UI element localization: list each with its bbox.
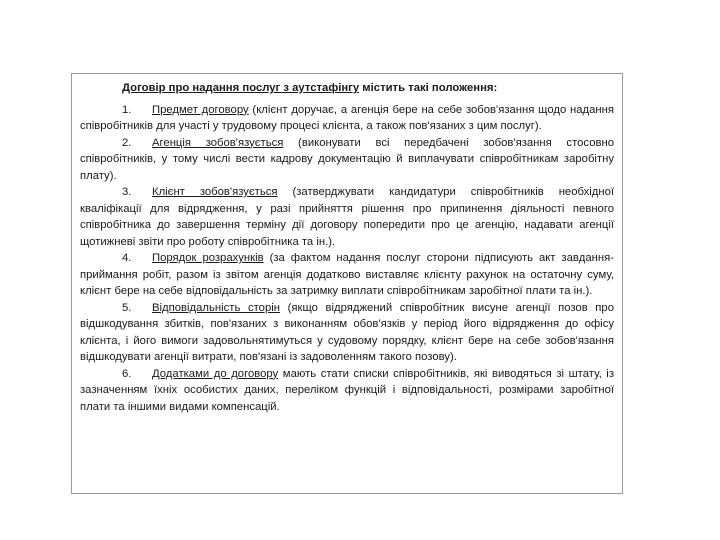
clause-text: (виконувати всі передбачені зобов'язання стосовно співробітників, у тому числі вести кадрову документацію й виплачувати співробітникам заробітну плату). <box>80 136 614 182</box>
clause-1 <box>80 102 614 135</box>
clause-4 <box>80 250 614 300</box>
clause-term: Додатками до договору <box>152 367 279 380</box>
heading-rest: містить такі положення: <box>359 82 498 94</box>
clause-number: 6. <box>122 367 132 380</box>
clause-6 <box>80 366 614 416</box>
clause-term: Клієнт зобов'язується <box>152 186 278 198</box>
document-frame <box>71 73 623 494</box>
clause-text: (за фактом надання послуг сторони підписують акт завдання-приймання робіт, разом із звітом агенція додатково виставляє клієнту рахунок на остаточну суму, клієнт бере на себе відповідальність за затримку виплати співробітникам заробітної плати та ін.). <box>80 252 614 297</box>
clause-number: 3. <box>122 186 132 198</box>
clause-text: (затверджувати кандидатури співробітників необхідної кваліфікації для відрядження, у разі прийняття рішення про припинення діяльності певного співробітника до завершення терміну дії договору попередити про це агенцію, надавати агенції щотижневі звіти про роботу співробітника та ін.). <box>80 186 615 248</box>
document-body <box>80 80 614 415</box>
clause-text: мають стати списки співробітників, які виводяться зі штату, із зазначенням їхніх особистих даних, переліком функцій і відповідальності, розмірами заробітної плати та іншими видами компенсацій. <box>80 367 615 413</box>
clause-number: 1. <box>122 103 132 116</box>
clause-term: Порядок розрахунків <box>152 252 264 264</box>
heading-underlined: Договір про надання послуг з аутстафінгу <box>122 82 360 94</box>
clause-term: Предмет договору <box>152 103 249 116</box>
clause-3 <box>80 184 614 250</box>
clause-number: 5. <box>122 301 132 314</box>
clause-text: (клієнт доручає, а агенція бере на себе зобов'язання щодо надання співробітників для участі у трудовому процесі клієнта, а також пов'язаних з цим послуг). <box>80 103 614 132</box>
document-heading <box>122 80 614 97</box>
clause-2 <box>80 135 614 185</box>
clause-term: Відповідальність сторін <box>152 301 280 314</box>
clause-number: 2. <box>122 136 132 149</box>
clause-number: 4. <box>122 252 132 264</box>
clause-term: Агенція зобов'язується <box>152 136 284 149</box>
clause-5 <box>80 300 614 366</box>
clause-text: (якщо відряджений співробітник висуне агенції позов про відшкодування збитків, пов'язаних з виконанням обов'язків у період його відрядження до офісу клієнта, і його вимоги задовольнятимуться у судовому порядку, клієнт бере на себе зобов'язання відшкодувати агенції витрати, пов'язані із задоволенням такого позову). <box>80 301 614 363</box>
